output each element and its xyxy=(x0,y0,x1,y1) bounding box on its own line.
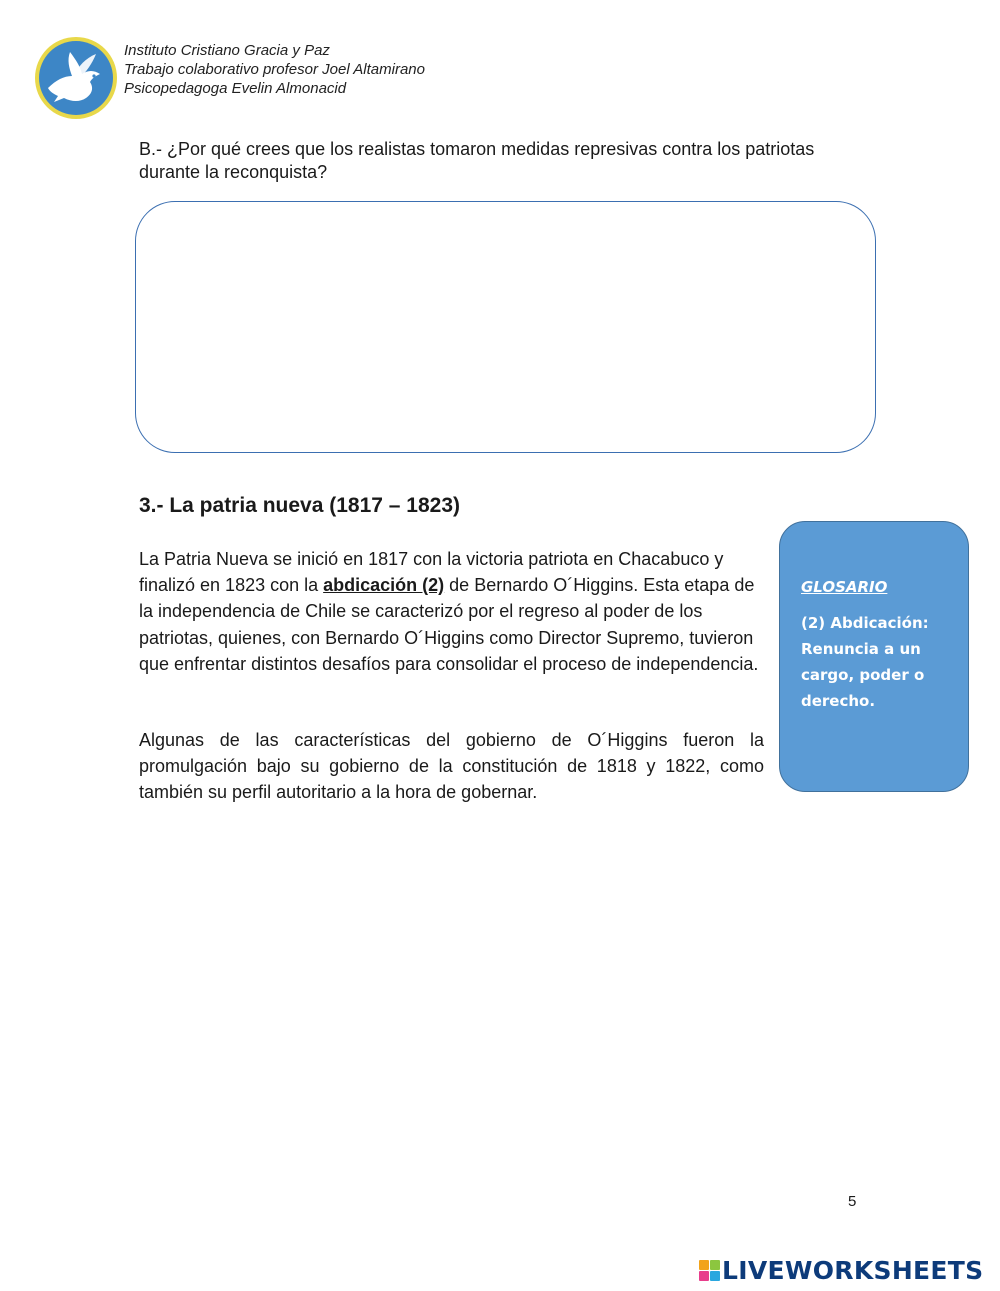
liveworksheets-watermark xyxy=(699,1253,983,1287)
question-b: B.- ¿Por qué crees que los realistas tomaron medidas represivas contra los patriotas durante la reconquista? xyxy=(139,139,815,182)
liveworksheets-logo-icon xyxy=(699,1260,720,1281)
dove-icon xyxy=(34,36,118,120)
watermark-text: LIVEWORKSHEETS xyxy=(722,1255,984,1285)
paragraph-1-start: La Patria Nueva se inició en 1817 con la victoria patriota en Chacabuco y finalizó en 1823 con la xyxy=(139,549,724,596)
paragraph-ohiggins-government: Algunas de las características del gobierno de O´Higgins fueron la promulgación bajo su gobierno de la constitución de 1818 y 1822, como también su perfil autoritario a la hora de gobernar. xyxy=(139,730,764,803)
paragraph-patria-nueva xyxy=(139,546,764,677)
logo-block-v xyxy=(699,1271,709,1281)
glossary-title: GLOSARIO xyxy=(801,578,888,596)
teacher-credit: Trabajo colaborativo profesor Joel Altamirano xyxy=(124,61,425,78)
logo-block-l xyxy=(699,1260,709,1270)
logo-block-i xyxy=(710,1260,720,1270)
answer-input-b[interactable] xyxy=(135,201,876,453)
school-logo xyxy=(34,36,118,120)
glossary-term-abdicacion: abdicación (2) xyxy=(323,575,445,596)
page-number: 5 xyxy=(848,1193,857,1210)
logo-block-e xyxy=(710,1271,720,1281)
glossary-box xyxy=(779,521,969,792)
psychopedagogue-credit: Psicopedagoga Evelin Almonacid xyxy=(124,80,347,97)
institution-header xyxy=(124,41,425,98)
section-title: 3.- La patria nueva (1817 – 1823) xyxy=(139,494,460,517)
glossary-definition: (2) Abdicación: Renuncia a un cargo, poder o derecho. xyxy=(801,614,929,710)
paragraph-1-end: de Bernardo O´Higgins. Esta etapa de la independencia de Chile se caracterizó por el regreso al poder de los patriotas, quienes, con Bernardo O´Higgins como Director Supremo, tuvieron que enfrentar distintos desafíos para consolidar el proceso de independencia. xyxy=(139,575,759,674)
institution-name: Instituto Cristiano Gracia y Paz xyxy=(124,42,330,59)
